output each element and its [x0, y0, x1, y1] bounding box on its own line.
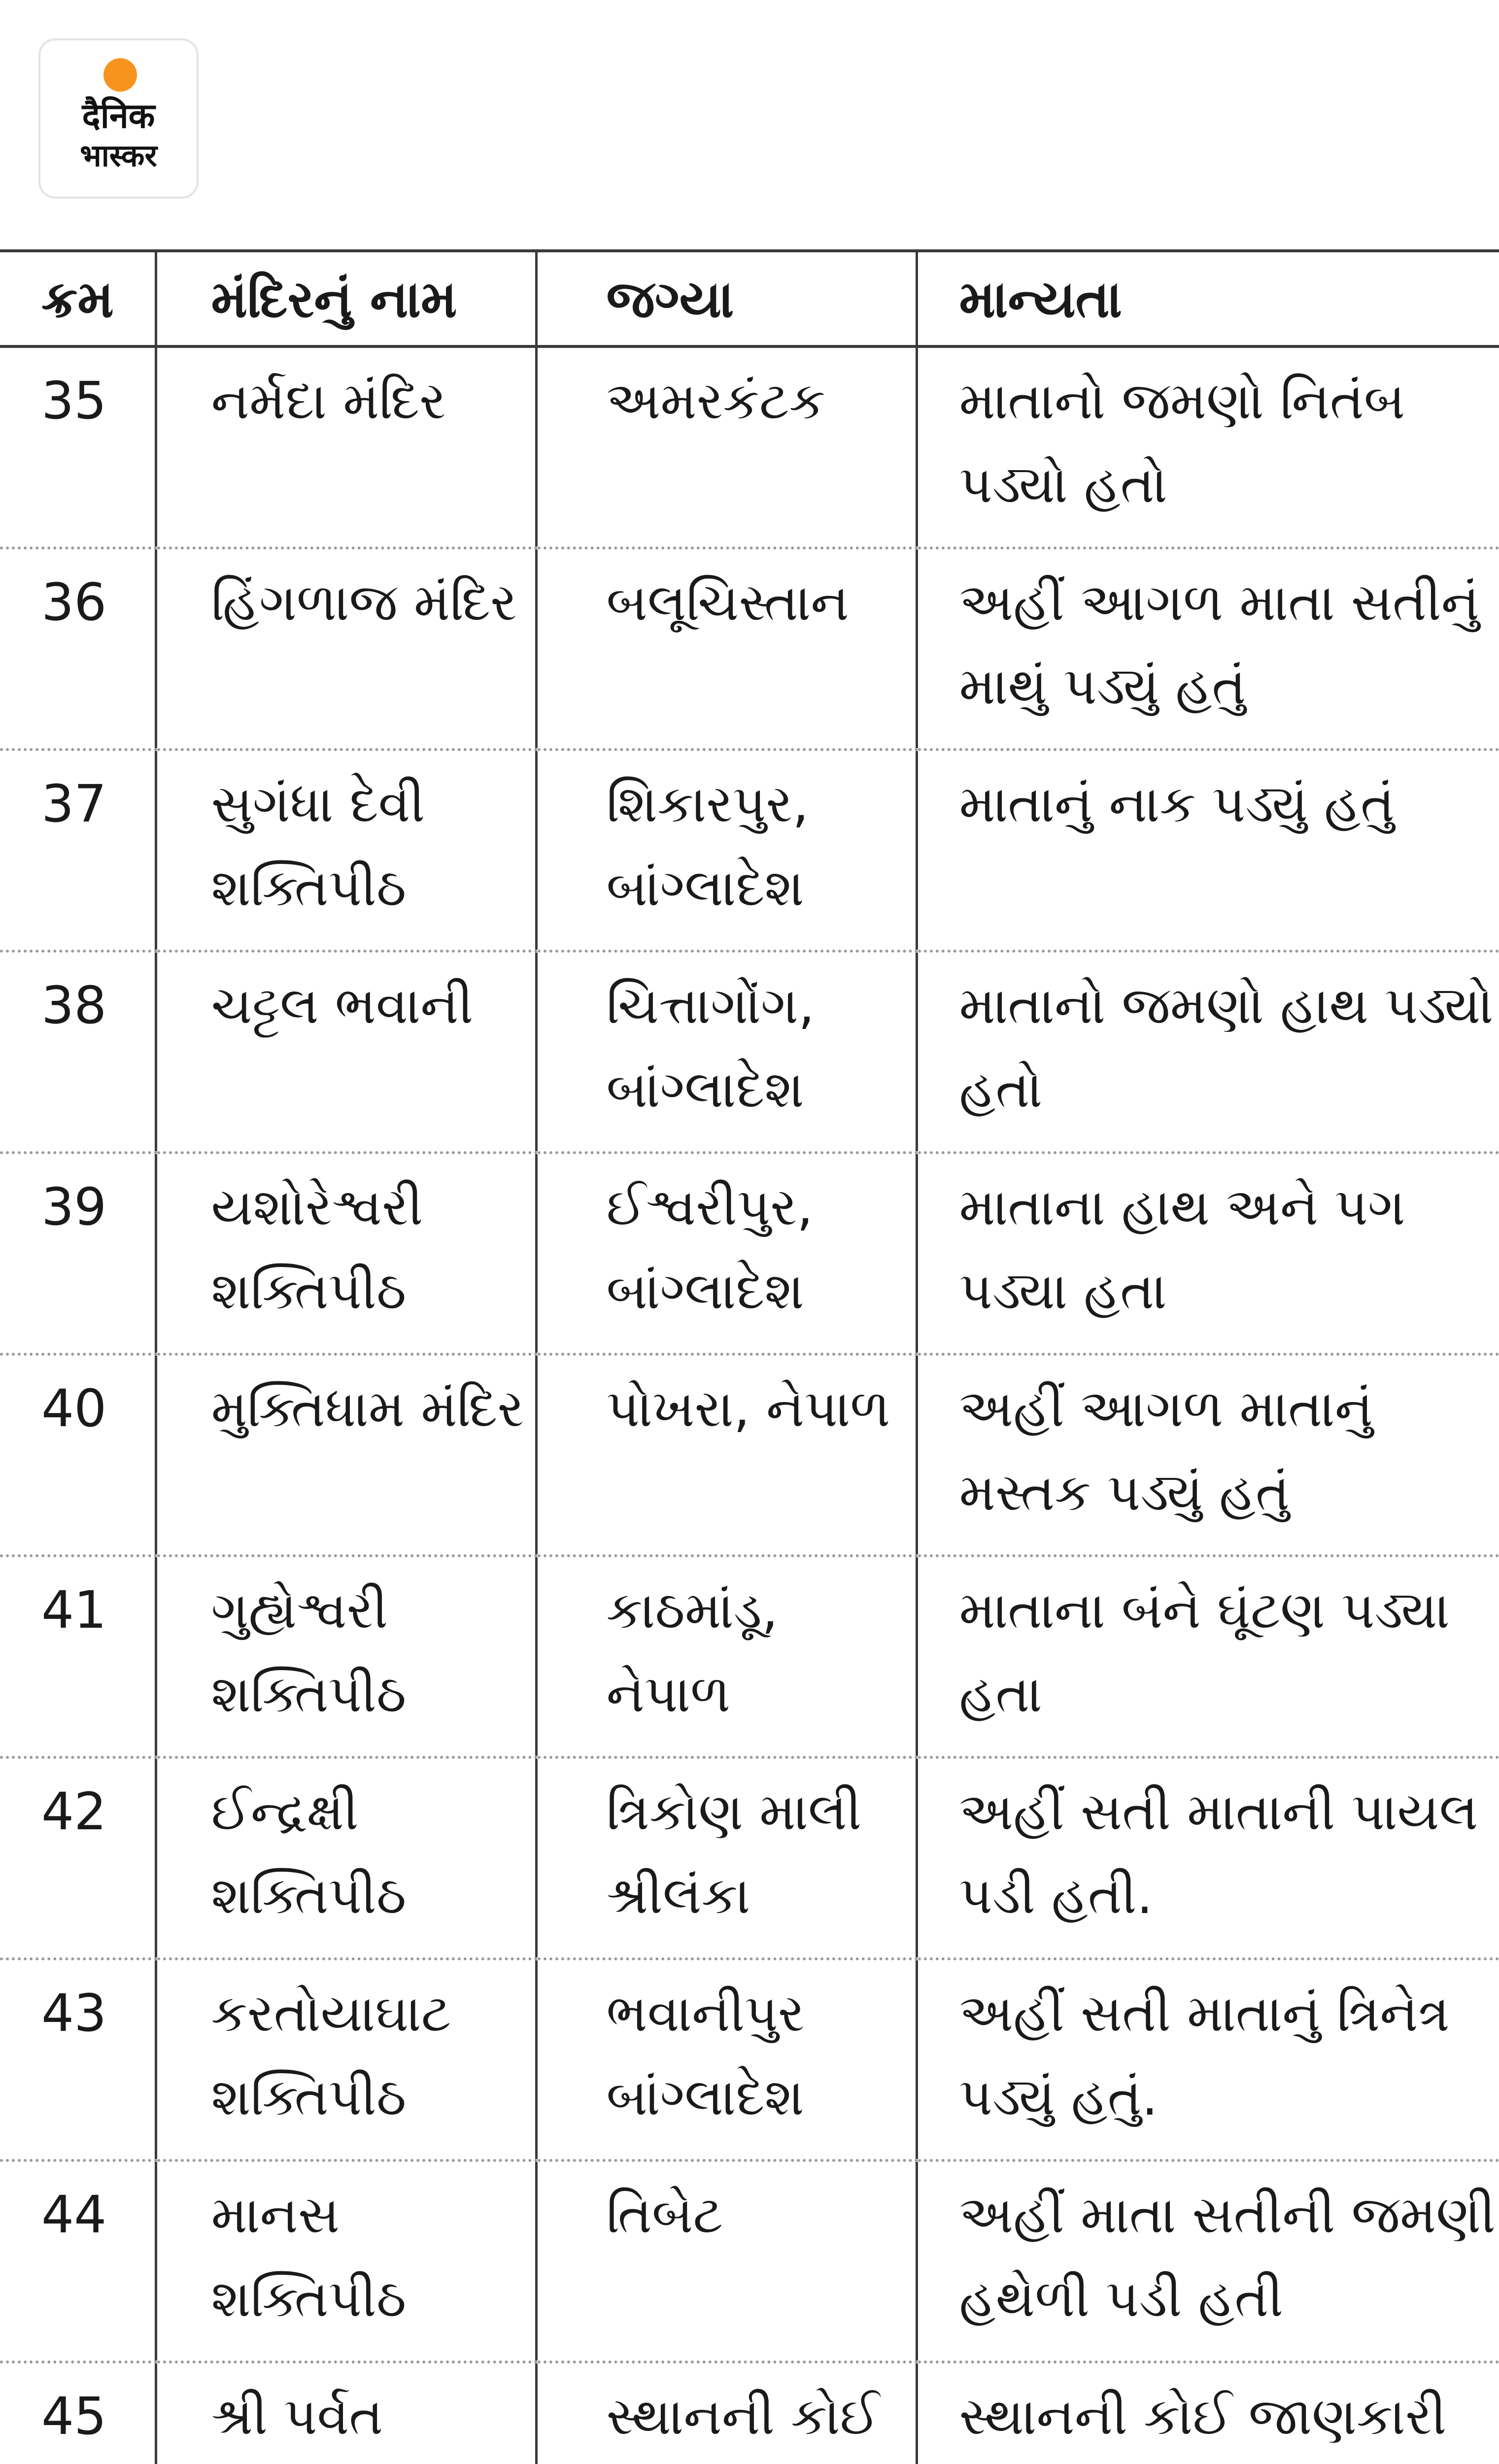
cell-belief: માતાનો જમણો નિતંબ પડ્યો હતો: [917, 346, 1499, 548]
table-row: [0, 951, 1499, 1153]
table-body: [0, 346, 1499, 2464]
header-serial: ક્રમ: [0, 251, 156, 346]
logo-sun-dot: [103, 58, 137, 92]
cell-serial: 37: [0, 750, 156, 951]
table-row: [0, 1757, 1499, 1959]
cell-belief: અહીં આગળ માતાનું મસ્તક પડ્યું હતું: [917, 1354, 1499, 1556]
cell-place: ભવાનીપુર બાંગ્લાદેશ: [536, 1959, 917, 2160]
logo-text-line1: दैनिक: [82, 96, 155, 136]
table-row: [0, 1556, 1499, 1757]
cell-temple-name: મુક્તિધામ મંદિર: [156, 1354, 536, 1556]
header-place: જગ્યા: [536, 251, 917, 346]
cell-serial: 43: [0, 1959, 156, 2160]
table-row: [0, 750, 1499, 951]
cell-belief: માતાનો જમણો હાથ પડ્યો હતો: [917, 951, 1499, 1153]
header-belief: માન્યતા: [917, 251, 1499, 346]
dainik-bhaskar-logo: [38, 38, 199, 199]
cell-place: સ્થાનની કોઈ: [536, 2362, 917, 2464]
shaktipeeth-table: [0, 249, 1499, 2464]
table-row: [0, 1153, 1499, 1354]
table-row: [0, 2362, 1499, 2464]
cell-belief: અહીં સતી માતાનું ત્રિનેત્ર પડ્યું હતું.: [917, 1959, 1499, 2160]
cell-serial: 35: [0, 346, 156, 548]
table-row: [0, 1959, 1499, 2160]
logo-text-line2: भास्कर: [80, 137, 157, 173]
cell-place: ઈશ્વરીપુર, બાંગ્લાદેશ: [536, 1153, 917, 1354]
cell-place: અમરકંટક: [536, 346, 917, 548]
cell-belief: અહીં માતા સતીની જમણી હથેળી પડી હતી: [917, 2160, 1499, 2362]
cell-place: તિબેટ: [536, 2160, 917, 2362]
cell-belief: અહીં સતી માતાની પાયલ પડી હતી.: [917, 1757, 1499, 1959]
cell-serial: 38: [0, 951, 156, 1153]
cell-place: પોખરા, નેપાળ: [536, 1354, 917, 1556]
cell-place: બલૂચિસ્તાન: [536, 548, 917, 750]
cell-belief: માતાના બંને ઘૂંટણ પડ્યા હતા: [917, 1556, 1499, 1757]
cell-temple-name: ઈન્દ્રક્ષી શક્તિપીઠ: [156, 1757, 536, 1959]
table-row: [0, 346, 1499, 548]
header-temple-name: મંદિરનું નામ: [156, 251, 536, 346]
table-row: [0, 548, 1499, 750]
cell-temple-name: શ્રી પર્વત: [156, 2362, 536, 2464]
cell-serial: 40: [0, 1354, 156, 1556]
cell-temple-name: નર્મદા મંદિર: [156, 346, 536, 548]
cell-temple-name: માનસ શક્તિપીઠ: [156, 2160, 536, 2362]
cell-temple-name: હિંગળાજ મંદિર: [156, 548, 536, 750]
cell-place: ત્રિકોણ માલી શ્રીલંકા: [536, 1757, 917, 1959]
cell-serial: 39: [0, 1153, 156, 1354]
cell-temple-name: સુગંધા દેવી શક્તિપીઠ: [156, 750, 536, 951]
table-row: [0, 1354, 1499, 1556]
table-header-row: [0, 251, 1499, 346]
cell-serial: 44: [0, 2160, 156, 2362]
table-row: [0, 2160, 1499, 2362]
cell-serial: 36: [0, 548, 156, 750]
cell-serial: 42: [0, 1757, 156, 1959]
cell-temple-name: યશોરેશ્વરી શક્તિપીઠ: [156, 1153, 536, 1354]
cell-belief: અહીં આગળ માતા સતીનું માથું પડ્યું હતું: [917, 548, 1499, 750]
cell-temple-name: ગુહ્યેશ્વરી શક્તિપીઠ: [156, 1556, 536, 1757]
cell-temple-name: કરતોયાઘાટ શક્તિપીઠ: [156, 1959, 536, 2160]
cell-place: શિકારપુર, બાંગ્લાદેશ: [536, 750, 917, 951]
cell-belief: સ્થાનની કોઈ જાણકારી: [917, 2362, 1499, 2464]
cell-place: કાઠમાંડૂ, નેપાળ: [536, 1556, 917, 1757]
cell-temple-name: ચટ્ટલ ભવાની: [156, 951, 536, 1153]
cell-belief: માતાનું નાક પડ્યું હતું: [917, 750, 1499, 951]
cell-serial: 41: [0, 1556, 156, 1757]
cell-belief: માતાના હાથ અને પગ પડ્યા હતા: [917, 1153, 1499, 1354]
cell-place: ચિત્તાગોંગ, બાંગ્લાદેશ: [536, 951, 917, 1153]
cell-serial: 45: [0, 2362, 156, 2464]
